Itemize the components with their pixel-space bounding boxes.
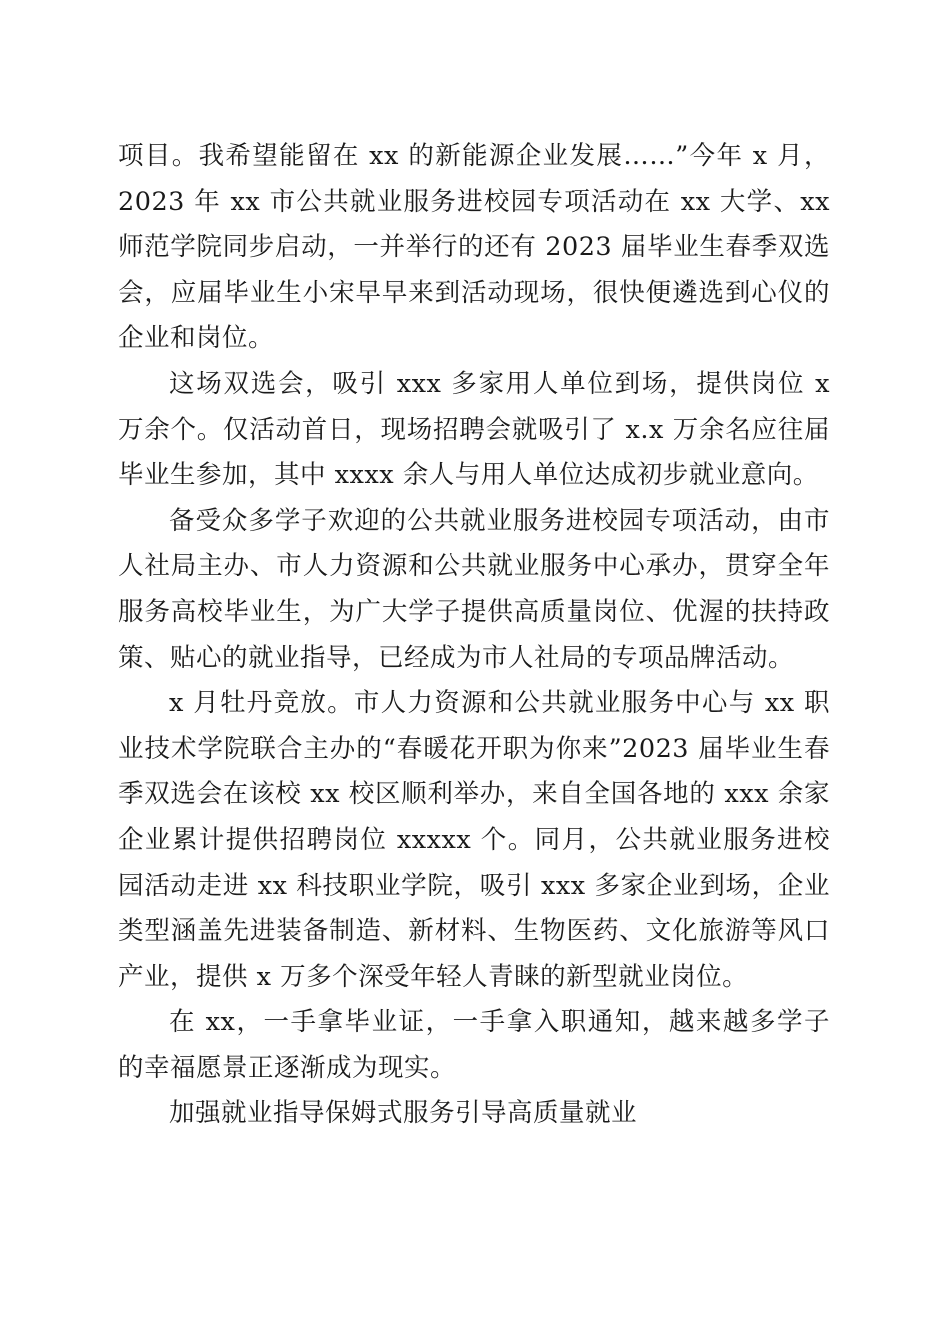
paragraph: 在 xx，一手拿毕业证，一手拿入职通知，越来越多学子的幸福愿景正逐渐成为现实。 (118, 1007, 830, 1083)
paragraph: 备受众多学子欢迎的公共就业服务进校园专项活动，由市人社局主办、市人力资源和公共就业服务中心承办，贯穿全年服务高校毕业生，为广大学子提供高质量岗位、优渥的扶持政策、贴心的就业指导，已经成为市人社局的专项品牌活动。 (118, 505, 830, 673)
section-heading: 加强就业指导保姆式服务引导高质量就业 (169, 1098, 638, 1129)
paragraph: x 月牡丹竞放。市人力资源和公共就业服务中心与 xx 职业技术学院联合主办的“春暖花开职为你来”2023 届毕业生春季双选会在该校 xx 校区顺利举办，来自全国各地的 xxx 余家企业累计提供招聘岗位 xxxxx 个。同月，公共就业服务进校园活动走进 xx 科技职业学院，吸引 xxx 多家企业到场，企业类型涵盖先进装备制造、新材料、生物医药、文化旅游等风口产业，提供 x 万多个深受年轻人青睐的新型就业岗位。 (118, 688, 830, 992)
paragraph: 这场双选会，吸引 xxx 多家用人单位到场，提供岗位 x 万余个。仅活动首日，现场招聘会就吸引了 x.x 万余名应往届毕业生参加，其中 xxxx 余人与用人单位达成初步就业意向。 (118, 368, 830, 491)
paragraph-continued: 项目。我希望能留在 xx 的新能源企业发展……”今年 x 月，2023 年 xx 市公共就业服务进校园专项活动在 xx 大学、xx 师范学院同步启动，一并举行的还有 2023 届毕业生春季双选会，应届毕业生小宋早早来到活动现场，很快便遴选到心仪的企业和岗位。 (118, 141, 830, 354)
document-body (118, 134, 830, 1137)
